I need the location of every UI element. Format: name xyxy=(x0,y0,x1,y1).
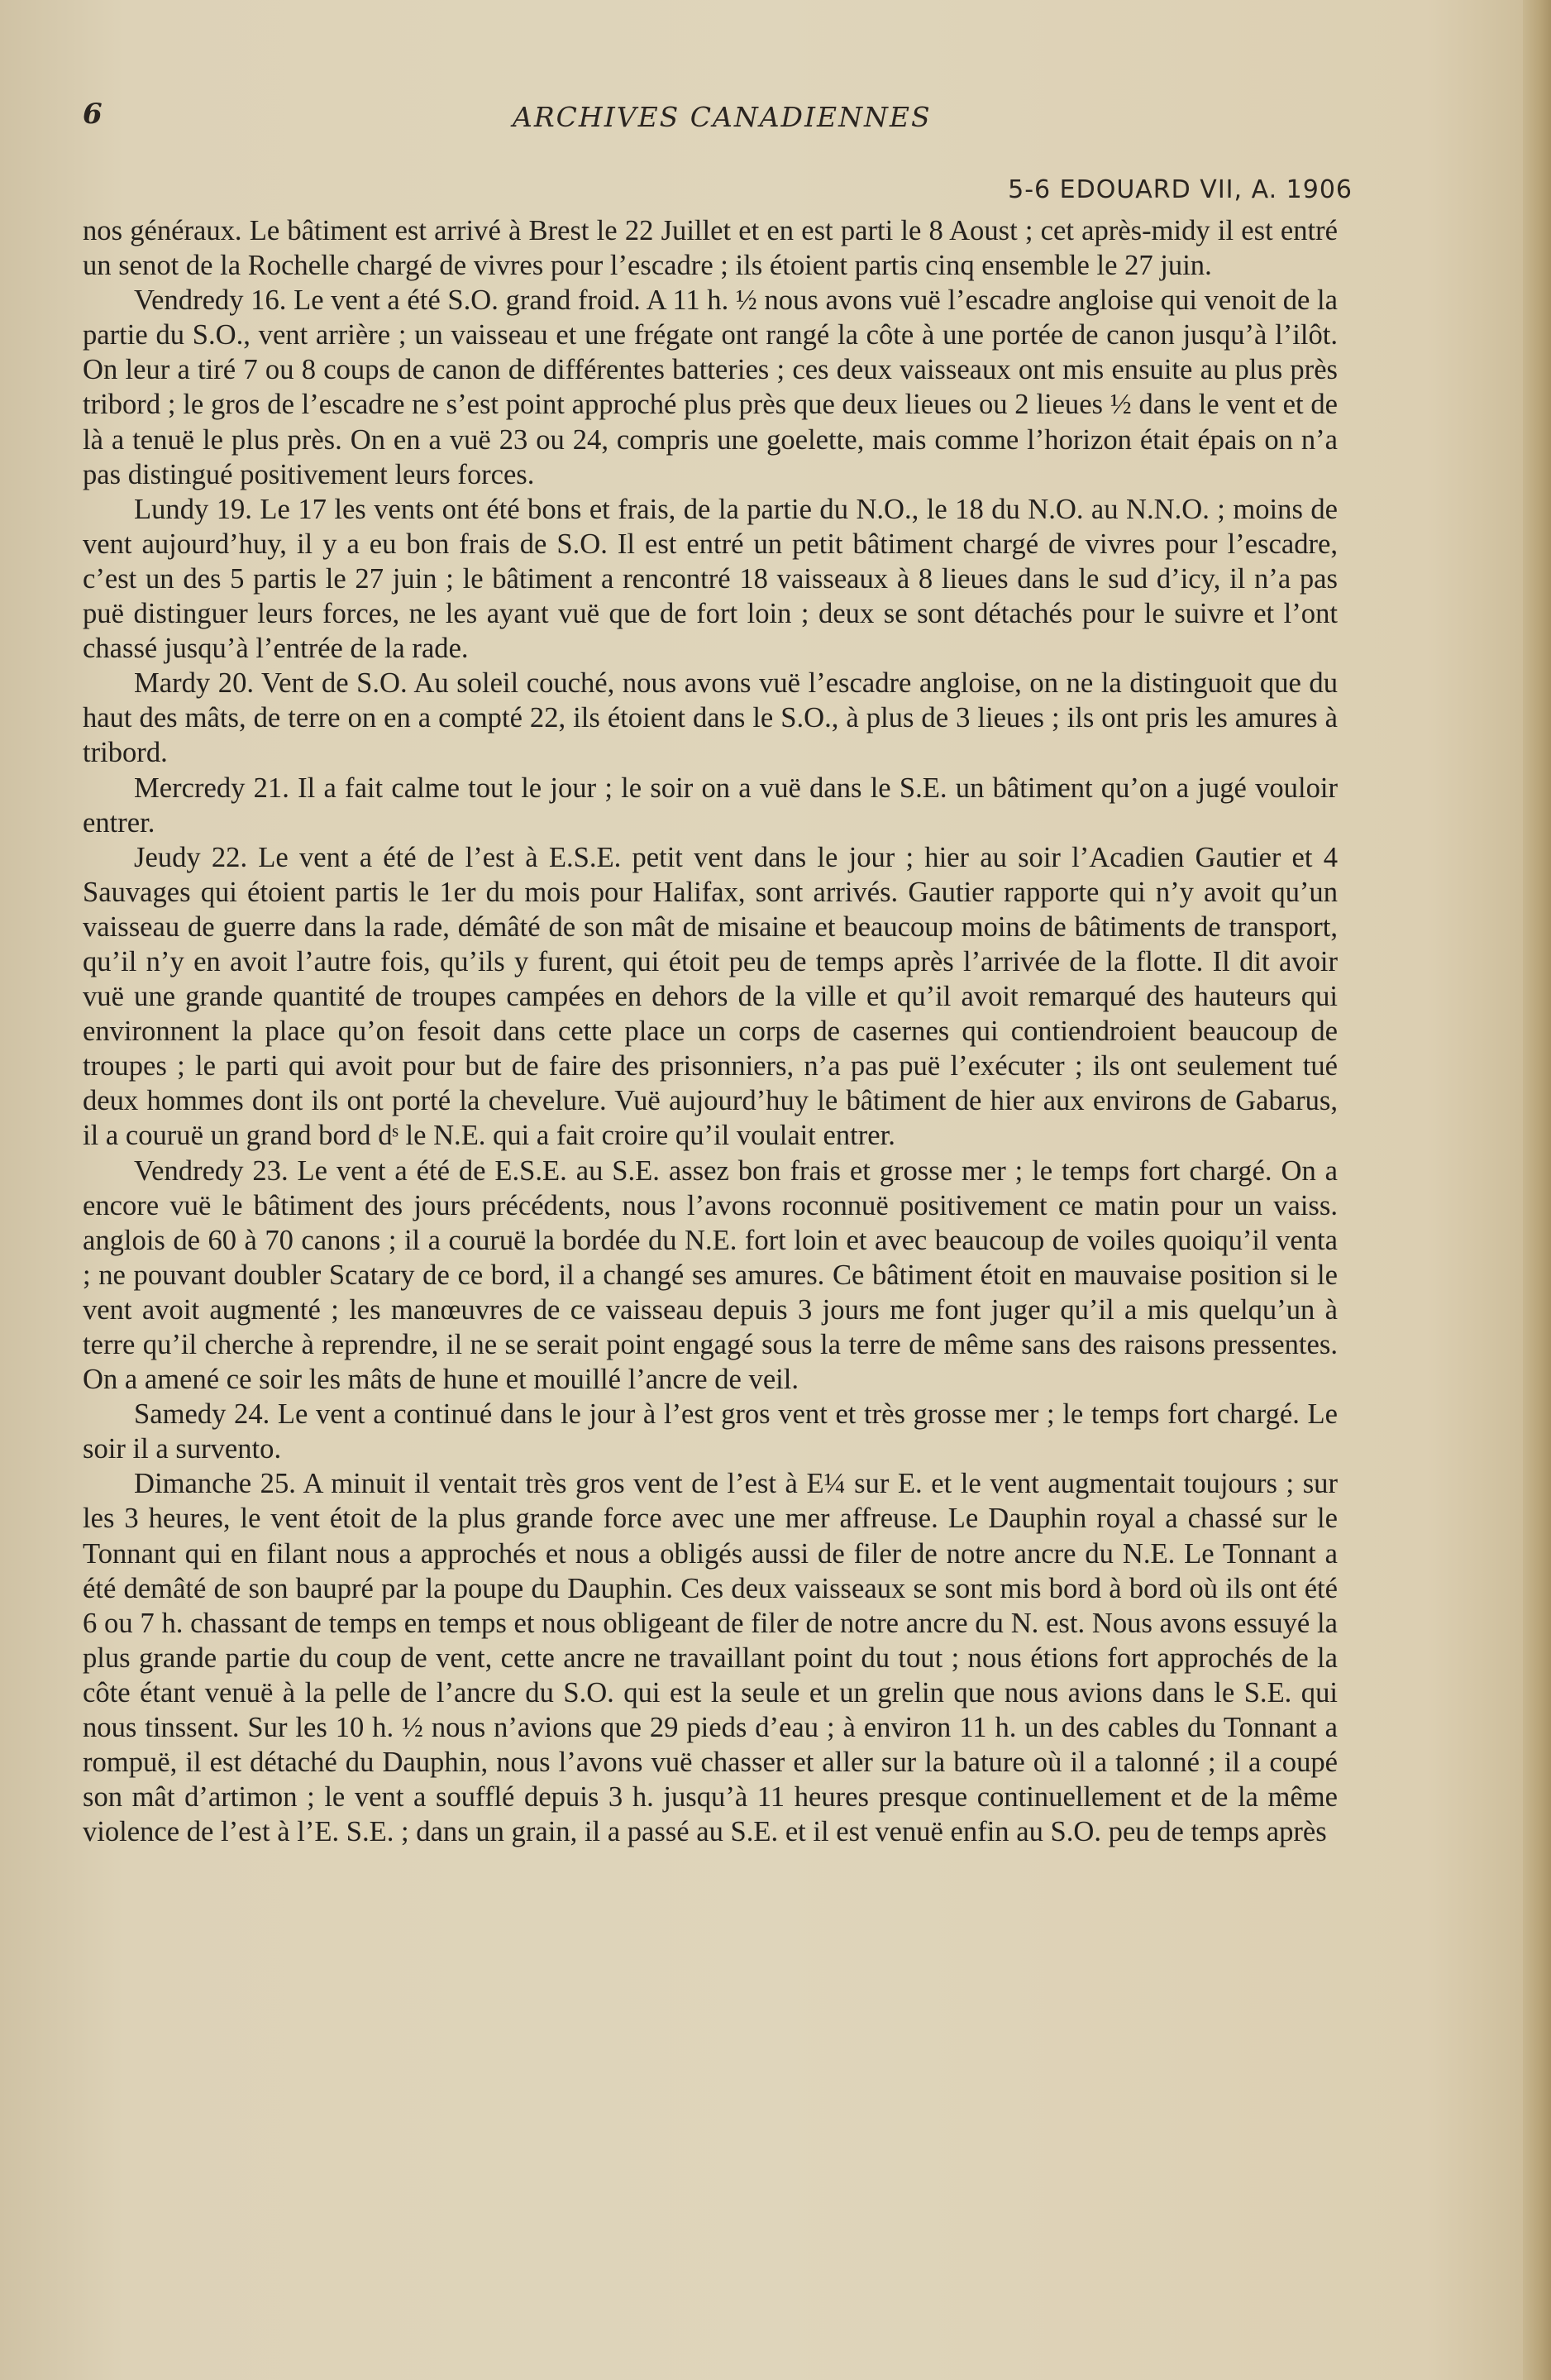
paragraph: nos généraux. Le bâtiment est arrivé à Brest le 22 Juillet et en est parti le 8 Aoust ; cet après-midy il est entré un senot de la Rochelle chargé de vivres pour l’escadre ; ils étoient partis cinq ensemble le 27 juin. xyxy=(83,215,1338,282)
paragraph: Jeudy 22. Le vent a été de l’est à E.S.E. petit vent dans le jour ; hier au soir l’Acadien Gautier et 4 Sauvages qui étoient partis le 1er du mois pour Halifax, sont arrivés. Gautier rapporte qui n’y avoit qu’un vaisseau de guerre dans la rade, démâté de son mât de misaine et beaucoup moins de bâtiments de transport, qu’il n’y en avoit l’autre fois, qu’ils y furent, qui étoit peu de temps après l’arrivée de la flotte. Il dit avoir vuë une grande quantité de troupes campées en dehors de la ville et qu’il avoit remarqué des hauteurs qui environnent la place qu’on fesoit dans cette place un corps de casernes qui contiendroient beaucoup de troupes ; le parti qui avoit pour but de faire des prisonniers, n’a pas puë l’exécuter ; ils ont seulement tué deux hommes dont ils ont porté la chevelure. Vuë aujourd’huy le bâtiment de hier aux environs de Gabarus, il a couruë un grand bord dˢ le N.E. qui a fait croire qu’il voulait entrer. xyxy=(83,841,1338,1152)
paragraph: Vendredy 23. Le vent a été de E.S.E. au S.E. assez bon frais et grosse mer ; le temps fort chargé. On a encore vuë le bâtiment des jours précédents, nous l’avons roconnuë positivement ce matin pour un vaiss. anglois de 60 à 70 canons ; il a couruë la bordée du N.E. fort loin et avec beaucoup de voiles quoiqu’il venta ; ne pouvant doubler Scatary de ce bord, il a changé ses amures. Ce bâtiment étoit en mauvaise position si le vent avoit augmenté ; les manœuvres de ce vaisseau depuis 3 jours me font juger qu’il a mis quelqu’un à terre qu’il cherche à reprendre, il ne se serait point engagé sous la terre de même sans des raisons pressentes. On a amené ce soir les mâts de hune et mouillé l’ancre de veil. xyxy=(83,1154,1338,1396)
paragraph: Dimanche 25. A minuit il ventait très gros vent de l’est à E¼ sur E. et le vent augmentait toujours ; sur les 3 heures, le vent étoit de la plus grande force avec une mer affreuse. Le Dauphin royal a chassé sur le Tonnant qui en filant nous a approchés et nous a obligés aussi de filer de notre ancre du N.E. Le Tonnant a été demâté de son baupré par la poupe du Dauphin. Ces deux vaisseaux se sont mis bord à bord où ils ont été 6 ou 7 h. chassant de temps en temps et nous obligeant de filer de notre ancre du N. est. Nous avons essuyé la plus grande partie du coup de vent, cette ancre ne travaillant point du tout ; nous étions fort approchés de la côte étant venuë à la pelle de l’ancre du S.O. qui est la seule et un grelin que nous avions dans le S.E. qui nous tinssent. Sur les 10 h. ½ nous n’avions que 29 pieds d’eau ; à environ 11 h. un des cables du Tonnant a rompuë, il est détaché du Dauphin, nous l’avons vuë chasser et aller sur la bature où il a talonné ; il a coupé son mât d’artimon ; le vent a soufflé depuis 3 h. jusqu’à 11 heures presque continuellement et de la même violence de l’est à l’E. S.E. ; dans un grain, il a passé au S.E. et il est venuë enfin au S.O. peu de temps après xyxy=(83,1468,1338,1848)
paragraph: Vendredy 16. Le vent a été S.O. grand froid. A 11 h. ½ nous avons vuë l’escadre angloise qui venoit de la partie du S.O., vent arrière ; un vaisseau et une frégate ont rangé la côte à une portée de canon jusqu’à l’ilôt. On leur a tiré 7 ou 8 coups de canon de différentes batteries ; ces deux vaisseaux ont mis ensuite au plus près tribord ; le gros de l’escadre ne s’est point approché plus près que deux lieues ou 2 lieues ½ dans le vent et de là a tenuë le plus près. On en a vuë 23 ou 24, compris une goelette, mais comme l’horizon était épais on n’a pas distingué positivement leurs forces. xyxy=(83,284,1338,490)
paragraph: Samedy 24. Le vent a continué dans le jour à l’est gros vent et très grosse mer ; le temps fort chargé. Le soir il a survento. xyxy=(83,1398,1338,1465)
paragraph: Mardy 20. Vent de S.O. Au soleil couché, nous avons vuë l’escadre angloise, on ne la distinguoit que du haut des mâts, de terre on en a compté 22, ils étoient dans le S.O., à plus de 3 lieues ; ils ont pris les amures à tribord. xyxy=(83,667,1338,769)
paragraph: Mercredy 21. Il a fait calme tout le jour ; le soir on a vuë dans le S.E. un bâtiment qu’on a jugé vouloir entrer. xyxy=(83,772,1338,839)
page-header xyxy=(83,98,1348,139)
body-text xyxy=(83,213,1338,1849)
paragraph: Lundy 19. Le 17 les vents ont été bons et frais, de la partie du N.O., le 18 du N.O. au N.N.O. ; moins de vent aujourd’huy, il y a eu bon frais de S.O. Il est entré un petit bâtiment chargé de vivres pour l’escadre, c’est un des 5 partis le 27 juin ; le bâtiment a rencontré 18 vaisseaux à 8 lieues dans le sud d’icy, il n’a pas puë distinguer leurs forces, ne les ayant vuë que de fort loin ; deux se sont détachés pour le suivre et l’ont chassé jusqu’à l’entrée de la rade. xyxy=(83,493,1338,665)
running-head-title: ARCHIVES CANADIENNES xyxy=(513,101,932,133)
page-number: 6 xyxy=(83,98,103,131)
page-edge-shadow xyxy=(1523,0,1551,2380)
session-reference: 5-6 EDOUARD VII, A. 1906 xyxy=(1008,175,1353,204)
